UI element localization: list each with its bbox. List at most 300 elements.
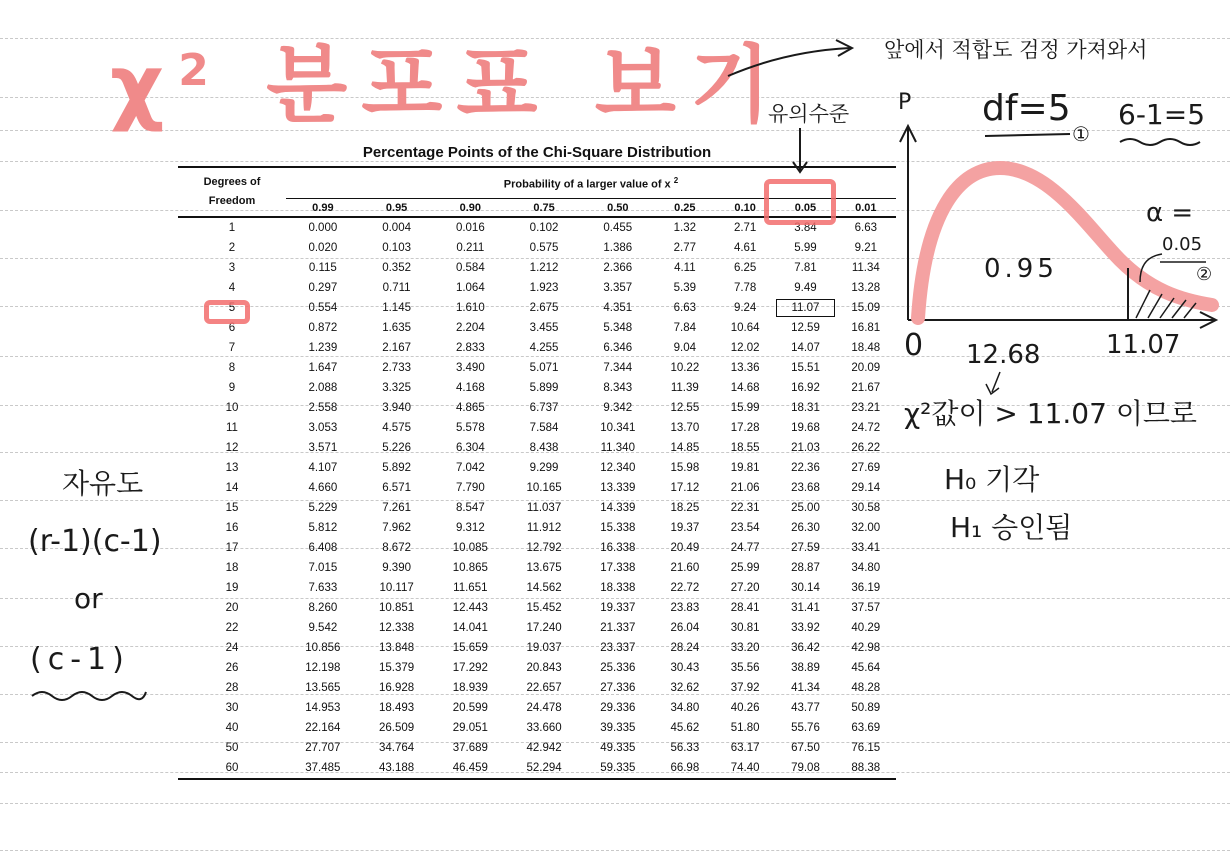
value-cell: 30.58 — [851, 502, 881, 514]
value-cell: 7.015 — [308, 562, 338, 574]
value-cell: 38.89 — [791, 662, 820, 674]
value-cell: 5.899 — [529, 382, 559, 394]
value-cell: 2.204 — [455, 322, 485, 334]
value-cell: 34.764 — [379, 742, 415, 754]
value-cell: 13.565 — [305, 682, 341, 694]
value-cell: 9.21 — [854, 242, 877, 254]
value-cell: 45.64 — [851, 662, 881, 674]
note-title: $\chi^2$ 분포표 보기 — [110, 36, 786, 134]
note-arrow-text: 앞에서 적합도 검정 가져와서 — [884, 38, 1148, 62]
value-cell: 26.04 — [670, 622, 700, 634]
value-cell: 20.599 — [452, 702, 488, 714]
value-cell: 37.689 — [452, 742, 488, 754]
value-cell: 25.336 — [600, 662, 636, 674]
value-cell: 10.22 — [670, 362, 700, 374]
value-cell: 8.438 — [529, 442, 559, 454]
df-cell: 10 — [225, 402, 239, 414]
value-cell: 1.239 — [308, 342, 338, 354]
value-cell: 13.36 — [730, 362, 760, 374]
value-cell: 24.72 — [851, 422, 881, 434]
value-cell: 27.336 — [600, 682, 636, 694]
df-cell: 16 — [225, 522, 239, 534]
value-cell: 52.294 — [507, 758, 581, 779]
value-cell: 40.26 — [730, 702, 760, 714]
value-cell: 17.292 — [452, 662, 488, 674]
value-cell: 9.49 — [794, 282, 817, 294]
value-cell: 66.98 — [655, 758, 715, 779]
value-cell: 50.89 — [851, 702, 881, 714]
note-dof-formula2: (c-1) — [30, 642, 130, 677]
value-cell: 7.344 — [603, 362, 633, 374]
value-cell: 16.928 — [379, 682, 415, 694]
value-cell: 0.115 — [308, 262, 337, 274]
note-dof-or: or — [74, 582, 103, 615]
value-cell: 13.675 — [526, 562, 562, 574]
df-cell: 1 — [228, 222, 236, 234]
df-cell: 50 — [225, 742, 239, 754]
value-cell: 36.42 — [791, 642, 820, 654]
value-cell: 9.390 — [382, 562, 411, 574]
value-cell: 9.312 — [455, 522, 485, 534]
value-cell: 22.72 — [670, 582, 700, 594]
prob-col-header: 0.75 — [507, 199, 581, 218]
value-cell: 33.660 — [526, 722, 562, 734]
value-cell: 13.28 — [851, 282, 881, 294]
value-cell: 1.064 — [455, 282, 485, 294]
value-cell: 0.016 — [455, 222, 485, 234]
calc-squiggle — [1120, 139, 1200, 145]
value-cell: 23.54 — [730, 522, 760, 534]
value-cell: 21.03 — [791, 442, 820, 454]
value-cell: 17.338 — [600, 562, 636, 574]
value-cell: 43.188 — [360, 758, 434, 779]
value-cell: 6.737 — [529, 402, 559, 414]
value-cell: 3.357 — [603, 282, 633, 294]
df-cell: 8 — [228, 362, 236, 374]
note-significance-label: 유의수준 — [768, 102, 850, 126]
value-cell: 4.660 — [308, 482, 338, 494]
value-cell: 5.348 — [603, 322, 633, 334]
value-cell: 1.923 — [529, 282, 559, 294]
value-cell: 7.84 — [673, 322, 697, 334]
value-cell: 26.22 — [851, 442, 881, 454]
value-cell: 1.647 — [308, 362, 338, 374]
value-cell: 15.379 — [379, 662, 415, 674]
value-cell: 7.633 — [308, 582, 338, 594]
value-cell: 17.28 — [730, 422, 760, 434]
value-cell: 20.843 — [526, 662, 562, 674]
value-cell: 18.25 — [670, 502, 700, 514]
df-cell: 4 — [228, 282, 236, 294]
value-cell: 16.338 — [600, 542, 636, 554]
value-cell: 10.117 — [379, 582, 414, 594]
prob-col-header: 0.99 — [286, 199, 360, 218]
value-cell: 9.342 — [603, 402, 633, 414]
value-cell: 14.041 — [452, 622, 488, 634]
value-cell: 21.60 — [670, 562, 700, 574]
value-cell: 0.297 — [308, 282, 338, 294]
value-cell: 5.892 — [382, 462, 411, 474]
prob-col-header: 0.25 — [655, 199, 715, 218]
value-cell: 17.12 — [670, 482, 700, 494]
df-header: Degrees of Freedom — [178, 167, 286, 217]
value-cell: 32.62 — [670, 682, 700, 694]
value-cell: 11.07 — [775, 298, 835, 318]
value-cell: 12.198 — [305, 662, 341, 674]
value-cell: 10.865 — [452, 562, 488, 574]
value-cell: 5.229 — [308, 502, 338, 514]
value-cell: 12.338 — [379, 622, 415, 634]
value-cell: 42.98 — [851, 642, 881, 654]
value-cell: 43.77 — [791, 702, 820, 714]
value-cell: 11.912 — [526, 522, 562, 534]
value-cell: 30.43 — [670, 662, 700, 674]
df-cell: 14 — [225, 482, 239, 494]
value-cell: 4.575 — [382, 422, 411, 434]
note-h1: H₁ 승인됨 — [950, 511, 1073, 544]
value-cell: 22.36 — [791, 462, 820, 474]
value-cell: 4.11 — [674, 262, 696, 274]
value-cell: 39.335 — [600, 722, 636, 734]
value-cell: 23.68 — [791, 482, 820, 494]
value-cell: 3.053 — [308, 422, 338, 434]
table-title: Percentage Points of the Chi-Square Distribution — [362, 144, 712, 161]
df-cell: 20 — [225, 602, 239, 614]
value-cell: 0.554 — [308, 302, 338, 314]
value-cell: 2.77 — [673, 242, 697, 254]
value-cell: 0.352 — [382, 262, 411, 274]
value-cell: 37.485 — [286, 758, 360, 779]
value-cell: 17.240 — [526, 622, 562, 634]
note-p-axis: P — [898, 90, 912, 115]
value-cell: 11.39 — [670, 382, 699, 394]
value-cell: 31.41 — [791, 602, 820, 614]
value-cell: 2.366 — [603, 262, 633, 274]
value-cell: 15.09 — [851, 302, 881, 314]
prob-col-header: 0.90 — [433, 199, 507, 218]
prob-col-header: 0.05 — [775, 199, 835, 218]
value-cell: 34.80 — [670, 702, 700, 714]
value-cell: 56.33 — [670, 742, 700, 754]
value-cell: 74.40 — [715, 758, 775, 779]
prob-header: Probability of a larger value of x $^2$ — [286, 167, 896, 199]
value-cell: 35.56 — [730, 662, 760, 674]
value-cell: 23.83 — [670, 602, 700, 614]
value-cell: 14.562 — [526, 582, 562, 594]
value-cell: 2.558 — [308, 402, 338, 414]
value-cell: 11.651 — [453, 582, 488, 594]
value-cell: 2.833 — [455, 342, 485, 354]
value-cell: 0.103 — [382, 242, 411, 254]
value-cell: 51.80 — [730, 722, 760, 734]
value-cell: 21.337 — [600, 622, 636, 634]
value-cell: 5.071 — [529, 362, 559, 374]
df-cell: 60 — [178, 758, 286, 779]
value-cell: 1.32 — [673, 222, 697, 234]
value-cell: 0.211 — [456, 242, 485, 254]
value-cell: 12.59 — [791, 322, 820, 334]
value-cell: 4.61 — [733, 242, 757, 254]
value-cell: 15.338 — [600, 522, 636, 534]
value-cell: 12.340 — [600, 462, 636, 474]
value-cell: 1.145 — [382, 302, 411, 314]
value-cell: 30.14 — [791, 582, 820, 594]
value-cell: 3.325 — [382, 382, 411, 394]
value-cell: 13.70 — [670, 422, 700, 434]
note-dof-label: 자유도 — [62, 467, 144, 500]
df-cell: 2 — [228, 242, 236, 254]
value-cell: 21.06 — [730, 482, 760, 494]
formula-squiggle — [32, 692, 146, 700]
value-cell: 49.335 — [600, 742, 636, 754]
value-cell: 10.165 — [526, 482, 562, 494]
value-cell: 24.77 — [730, 542, 760, 554]
value-cell: 19.81 — [730, 462, 760, 474]
value-cell: 12.792 — [526, 542, 562, 554]
value-cell: 19.68 — [791, 422, 820, 434]
value-cell: 18.31 — [791, 402, 820, 414]
df-cell: 9 — [228, 382, 236, 394]
value-cell: 32.00 — [851, 522, 881, 534]
df-cell: 19 — [225, 582, 239, 594]
prob-col-header: 0.01 — [836, 199, 896, 218]
value-cell: 28.87 — [791, 562, 820, 574]
value-cell: 6.25 — [733, 262, 757, 274]
value-cell: 40.29 — [851, 622, 881, 634]
value-cell: 6.571 — [382, 482, 411, 494]
value-cell: 26.509 — [379, 722, 415, 734]
df-cell: 12 — [225, 442, 239, 454]
value-cell: 0.711 — [382, 282, 411, 294]
value-cell: 25.99 — [730, 562, 760, 574]
value-cell: 12.02 — [730, 342, 760, 354]
value-cell: 18.939 — [452, 682, 488, 694]
value-cell: 19.037 — [526, 642, 562, 654]
note-alpha-val: 0.05 — [1162, 234, 1203, 255]
value-cell: 25.00 — [791, 502, 820, 514]
df-underline — [985, 134, 1070, 136]
value-cell: 22.31 — [730, 502, 760, 514]
value-cell: 34.80 — [851, 562, 881, 574]
value-cell: 22.164 — [305, 722, 341, 734]
value-cell: 1.386 — [603, 242, 633, 254]
value-cell: 8.672 — [382, 542, 411, 554]
value-cell: 3.490 — [455, 362, 485, 374]
value-cell: 2.733 — [382, 362, 411, 374]
value-cell: 23.337 — [600, 642, 636, 654]
value-cell: 76.15 — [851, 742, 881, 754]
value-cell: 29.336 — [600, 702, 636, 714]
value-cell: 6.346 — [603, 342, 633, 354]
note-chi-val: 12.68 — [966, 340, 1041, 370]
df-cell: 22 — [225, 622, 239, 634]
note-origin: 0 — [904, 328, 924, 363]
value-cell: 4.168 — [455, 382, 485, 394]
note-conclusion: χ²값이 > 11.07 이므로 — [904, 397, 1197, 430]
note-circle2: ② — [1196, 264, 1213, 285]
value-cell: 14.68 — [730, 382, 760, 394]
note-area-val: 0.95 — [984, 254, 1058, 284]
value-cell: 8.260 — [308, 602, 338, 614]
value-cell: 19.337 — [600, 602, 636, 614]
value-cell: 67.50 — [791, 742, 820, 754]
value-cell: 36.19 — [851, 582, 881, 594]
value-cell: 29.14 — [851, 482, 881, 494]
value-cell: 37.57 — [851, 602, 881, 614]
value-cell: 0.872 — [308, 322, 338, 334]
value-cell: 9.24 — [733, 302, 757, 314]
df-cell: 11 — [226, 422, 238, 434]
value-cell: 3.455 — [529, 322, 559, 334]
value-cell: 6.408 — [308, 542, 338, 554]
value-cell: 10.341 — [600, 422, 636, 434]
value-cell: 12.55 — [670, 402, 700, 414]
value-cell: 8.547 — [455, 502, 485, 514]
value-cell: 18.48 — [851, 342, 881, 354]
value-cell: 22.657 — [526, 682, 562, 694]
value-cell: 10.085 — [452, 542, 488, 554]
note-crit-val: 11.07 — [1106, 330, 1181, 360]
note-df-calc: 6-1=5 — [1118, 98, 1206, 131]
value-cell: 6.63 — [673, 302, 697, 314]
value-cell: 27.20 — [730, 582, 760, 594]
value-cell: 13.848 — [379, 642, 415, 654]
value-cell: 10.851 — [379, 602, 415, 614]
value-cell: 88.38 — [836, 758, 896, 779]
value-cell: 7.790 — [455, 482, 485, 494]
value-cell: 0.584 — [455, 262, 485, 274]
value-cell: 33.41 — [851, 542, 881, 554]
value-cell: 20.09 — [851, 362, 881, 374]
value-cell: 16.81 — [851, 322, 881, 334]
note-df-eq: df=5 — [982, 88, 1071, 129]
value-cell: 8.343 — [603, 382, 633, 394]
value-cell: 7.81 — [794, 262, 817, 274]
value-cell: 4.865 — [455, 402, 485, 414]
df-cell: 30 — [225, 702, 239, 714]
df-cell: 28 — [225, 682, 239, 694]
value-cell: 3.571 — [308, 442, 338, 454]
value-cell: 28.41 — [730, 602, 760, 614]
value-cell: 4.107 — [308, 462, 338, 474]
df-cell: 24 — [225, 642, 239, 654]
value-cell: 27.59 — [791, 542, 820, 554]
value-cell: 5.226 — [382, 442, 411, 454]
value-cell: 0.004 — [382, 222, 411, 234]
value-cell: 10.856 — [305, 642, 341, 654]
value-cell: 5.99 — [794, 242, 817, 254]
value-cell: 41.34 — [791, 682, 820, 694]
value-cell: 14.339 — [600, 502, 636, 514]
value-cell: 18.55 — [730, 442, 760, 454]
prob-col-header: 0.50 — [581, 199, 655, 218]
value-cell: 20.49 — [670, 542, 700, 554]
prob-col-header: 0.10 — [715, 199, 775, 218]
value-cell: 23.21 — [851, 402, 881, 414]
value-cell: 0.020 — [308, 242, 338, 254]
value-cell: 26.30 — [791, 522, 820, 534]
value-cell: 28.24 — [670, 642, 700, 654]
value-cell: 21.67 — [851, 382, 881, 394]
value-cell: 45.62 — [670, 722, 700, 734]
value-cell: 1.635 — [382, 322, 411, 334]
value-cell: 33.20 — [730, 642, 760, 654]
df-cell: 15 — [225, 502, 239, 514]
df-cell: 13 — [225, 462, 239, 474]
note-dof-formula1: (r-1)(c-1) — [28, 524, 162, 559]
df-cell: 5 — [228, 302, 236, 314]
value-cell: 11.340 — [600, 442, 635, 454]
value-cell: 5.812 — [308, 522, 338, 534]
value-cell: 9.299 — [529, 462, 559, 474]
value-cell: 15.99 — [730, 402, 760, 414]
value-cell: 24.478 — [526, 702, 562, 714]
value-cell: 9.04 — [673, 342, 697, 354]
value-cell: 9.542 — [308, 622, 338, 634]
value-cell: 7.962 — [382, 522, 411, 534]
value-cell: 15.452 — [526, 602, 562, 614]
df-cell: 18 — [225, 562, 239, 574]
value-cell: 6.63 — [854, 222, 877, 234]
value-cell: 18.493 — [379, 702, 415, 714]
value-cell: 0.455 — [603, 222, 633, 234]
value-cell: 30.81 — [730, 622, 760, 634]
value-cell: 7.584 — [529, 422, 559, 434]
value-cell: 63.69 — [851, 722, 881, 734]
value-cell: 79.08 — [775, 758, 835, 779]
value-cell: 16.92 — [791, 382, 820, 394]
value-cell: 1.212 — [529, 262, 559, 274]
value-cell: 7.261 — [382, 502, 411, 514]
value-cell: 19.37 — [670, 522, 700, 534]
value-cell: 4.351 — [603, 302, 633, 314]
df-cell: 17 — [225, 542, 239, 554]
value-cell: 63.17 — [730, 742, 760, 754]
value-cell: 5.39 — [673, 282, 697, 294]
note-alpha-eq: α = — [1146, 198, 1194, 228]
top-arrow — [728, 48, 850, 76]
value-cell: 14.85 — [670, 442, 700, 454]
value-cell: 10.64 — [730, 322, 760, 334]
value-cell: 13.339 — [600, 482, 636, 494]
value-cell: 15.659 — [452, 642, 488, 654]
value-cell: 1.610 — [455, 302, 485, 314]
df-cell: 3 — [228, 262, 236, 274]
value-cell: 27.707 — [305, 742, 341, 754]
value-cell: 14.953 — [305, 702, 341, 714]
df-cell: 26 — [225, 662, 239, 674]
value-cell: 4.255 — [529, 342, 559, 354]
value-cell: 46.459 — [433, 758, 507, 779]
value-cell: 15.51 — [791, 362, 820, 374]
df-cell: 6 — [228, 322, 236, 334]
value-cell: 2.167 — [382, 342, 411, 354]
note-h0: H₀ 기각 — [944, 463, 1040, 496]
value-cell: 33.92 — [791, 622, 820, 634]
value-cell: 3.940 — [382, 402, 411, 414]
value-cell: 55.76 — [791, 722, 820, 734]
value-cell: 2.71 — [733, 222, 757, 234]
note-circle1: ① — [1072, 122, 1090, 146]
value-cell: 42.942 — [526, 742, 562, 754]
df-cell: 7 — [228, 342, 236, 354]
value-cell: 2.088 — [308, 382, 338, 394]
value-cell: 12.443 — [452, 602, 488, 614]
prob-col-header: 0.95 — [360, 199, 434, 218]
value-cell: 15.98 — [670, 462, 700, 474]
value-cell: 0.575 — [529, 242, 559, 254]
value-cell: 0.102 — [529, 222, 559, 234]
